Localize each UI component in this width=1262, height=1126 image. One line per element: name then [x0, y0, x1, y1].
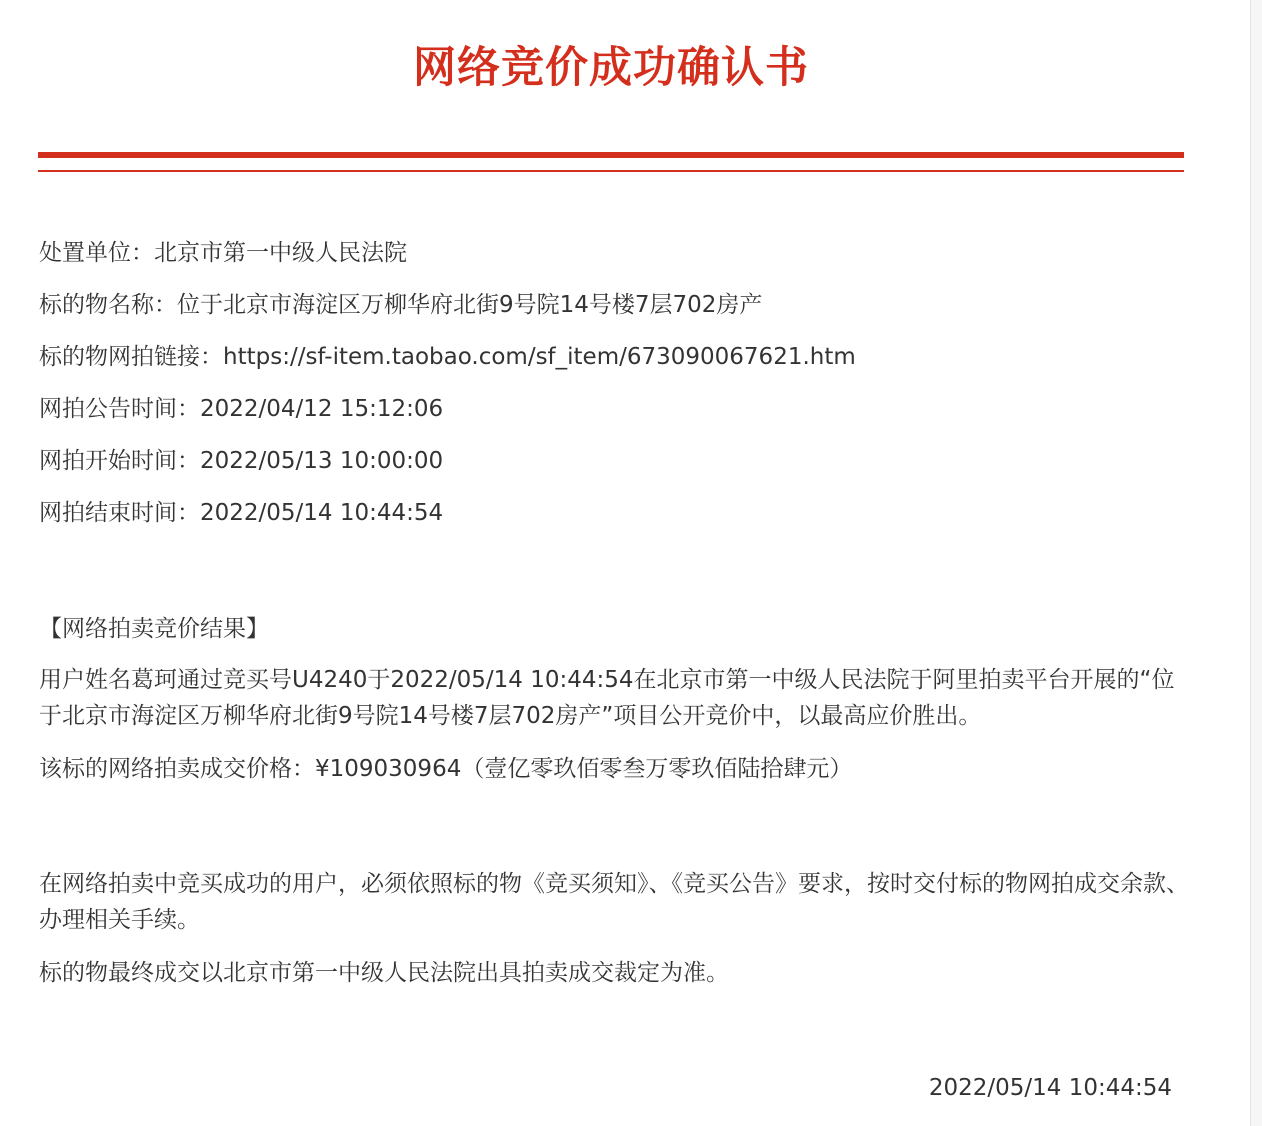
final-ruling-note: 标的物最终成交以北京市第一中级人民法院出具拍卖成交裁定为准。	[39, 960, 729, 986]
result-heading: 【网络拍卖竞价结果】	[39, 616, 269, 642]
end-time: 网拍结束时间：2022/05/14 10:44:54	[39, 500, 444, 526]
document-date: 2022/05/14 10:44:54	[928, 1075, 1172, 1101]
item-name: 标的物名称：位于北京市海淀区万柳华府北街9号院14号楼7层702房产	[39, 292, 763, 318]
result-statement: 用户姓名葛珂通过竞买号U4240于2022/05/14 10:44:54在北京市第一中级人民法院于阿里拍卖平台开展的“位于北京市海淀区万柳华府北街9号院14号楼7层702房产”项目公开竞价中，以最高应价胜出。	[39, 667, 1175, 729]
title-divider-thin	[38, 170, 1184, 172]
start-time: 网拍开始时间：2022/05/13 10:00:00	[39, 448, 444, 474]
document-title: 网络竞价成功确认书	[413, 43, 809, 93]
disposal-unit: 处置单位：北京市第一中级人民法院	[39, 240, 407, 266]
vertical-scrollbar[interactable]	[1250, 0, 1262, 1126]
title-divider-thick	[38, 152, 1184, 158]
notice-time: 网拍公告时间：2022/04/12 15:12:06	[39, 396, 444, 422]
deal-price: 该标的网络拍卖成交价格：¥109030964（壹亿零玖佰零叁万零玖佰陆拾肆元）	[39, 756, 853, 782]
payment-requirement: 在网络拍卖中竞买成功的用户，必须依照标的物《竞买须知》、《竞买公告》要求，按时交付标的物网拍成交余款、办理相关手续。	[39, 871, 1189, 933]
item-link: 标的物网拍链接：https://sf-item.taobao.com/sf_item/673090067621.htm	[39, 344, 856, 370]
